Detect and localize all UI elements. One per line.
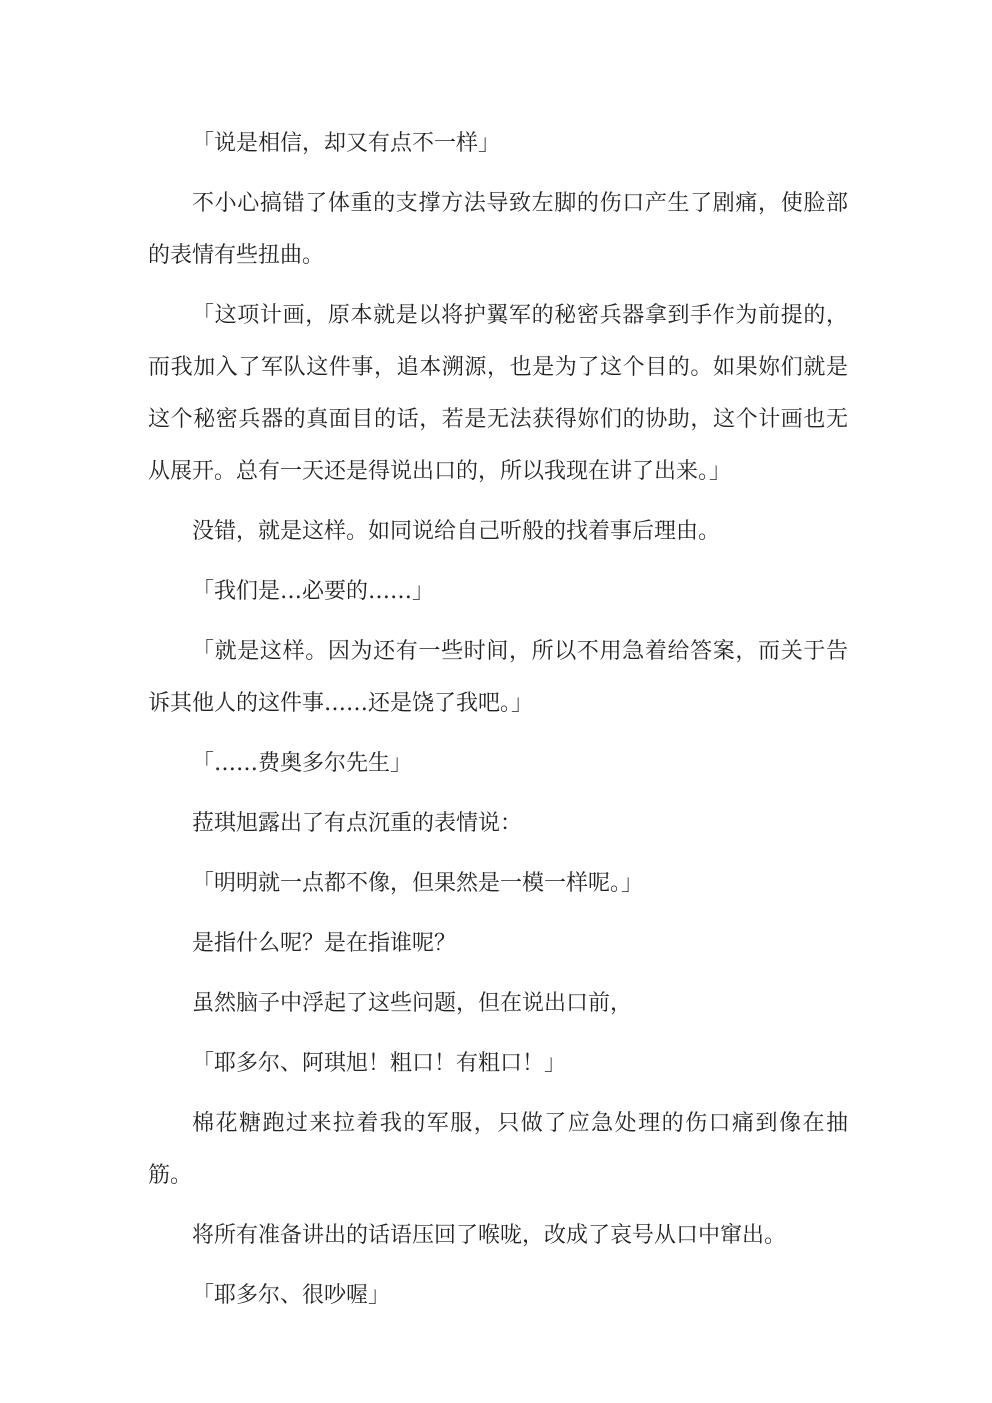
paragraph: 「说是相信，却又有点不一样」 xyxy=(192,131,501,156)
paragraph: 菈琪旭露出了有点沉重的表情说： xyxy=(192,811,523,836)
paragraph: 「这项计画，原本就是以将护翼军的秘密兵器拿到手作为前提的，而我加入了军队这件事，追本溯源，也是为了这个目的。如果妳们就是这个秘密兵器的真面目的话，若是无法获得妳们的协助，这个计画也无从展开。总有一天还是得说出口的，所以我现在讲了出来。」 xyxy=(148,303,848,484)
paragraph: 「……费奥多尔先生」 xyxy=(192,751,413,776)
paragraph: 「就是这样。因为还有一些时间，所以不用急着给答案，而关于告诉其他人的这件事……还是饶了我吧。」 xyxy=(148,639,848,716)
paragraph: 虽然脑子中浮起了这些问题，但在说出口前， xyxy=(192,991,633,1016)
paragraph: 将所有准备讲出的话语压回了喉咙，改成了哀号从口中窜出。 xyxy=(192,1223,787,1248)
paragraph: 棉花糖跑过来拉着我的军服，只做了应急处理的伤口痛到像在抽筋。 xyxy=(148,1111,848,1188)
paragraph: 「耶多尔、阿琪旭！粗口！有粗口！」 xyxy=(192,1051,567,1076)
paragraph: 「我们是…必要的……」 xyxy=(192,579,435,604)
paragraph: 是指什么呢？是在指谁呢？ xyxy=(192,931,457,956)
paragraph: 「耶多尔、很吵喔」 xyxy=(192,1283,391,1308)
paragraph: 不小心搞错了体重的支撑方法导致左脚的伤口产生了剧痛，使脸部的表情有些扭曲。 xyxy=(148,191,848,268)
paragraph: 「明明就一点都不像，但果然是一模一样呢。」 xyxy=(192,871,644,896)
paragraph: 没错，就是这样。如同说给自己听般的找着事后理由。 xyxy=(192,519,721,544)
